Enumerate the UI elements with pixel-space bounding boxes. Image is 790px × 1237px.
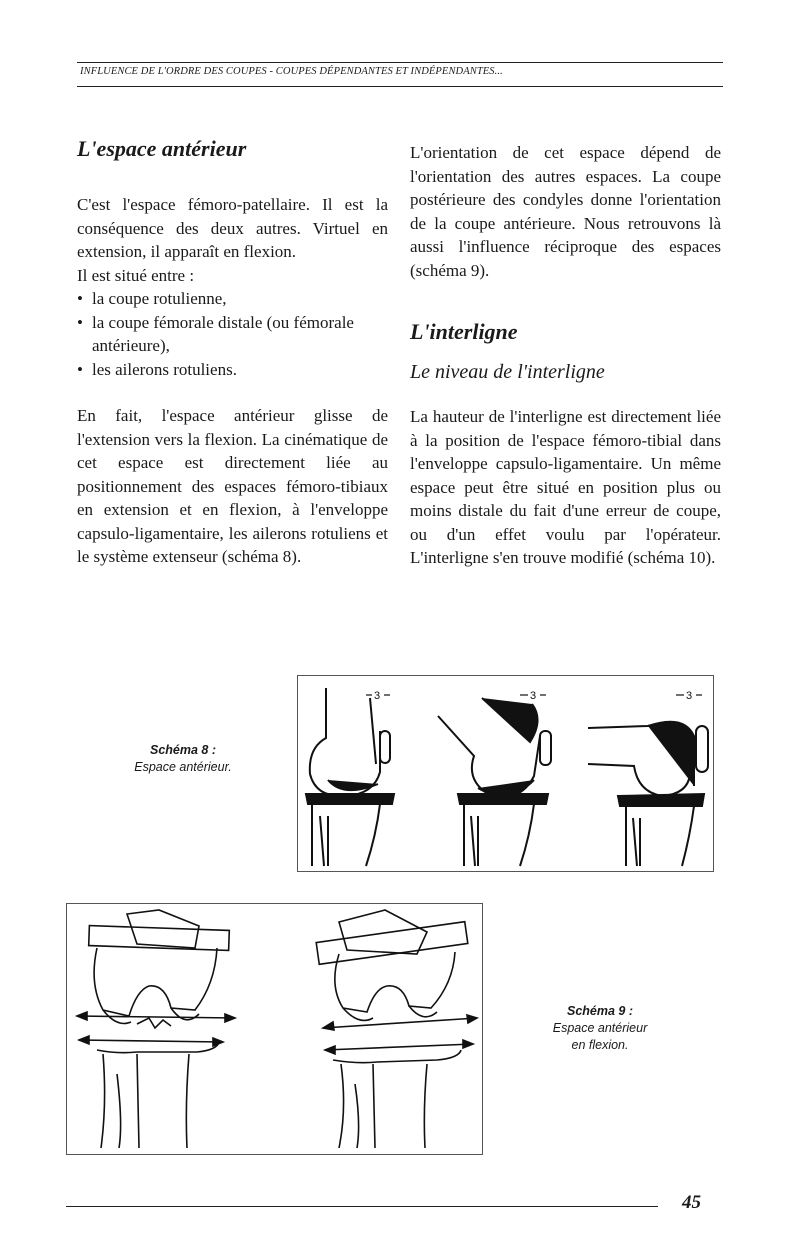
paragraph: Il est situé entre : (77, 265, 195, 285)
paragraph: La hauteur de l'interligne est directement liée à la position de l'espace fémoro-tibial dans l'enveloppe capsulo-ligamentaire. Un même espace peut être situé en position plus ou moins distale du fait d'une erreur de coupe, ou d'un effet voulu par l'opérateur. L'interligne s'en trouve modifié (schéma 10). (410, 407, 721, 567)
subsection-title: Le niveau de l'interligne (410, 361, 605, 383)
paragraph: C'est l'espace fémoro-patellaire. Il est la conséquence des deux autres. Virtuel en extension, il apparaît en flexion. (77, 195, 388, 261)
header-bottom-rule (77, 86, 723, 87)
gap-indicator (676, 690, 702, 702)
figure9-caption (525, 1003, 675, 1054)
figure8-caption-title: Schéma 8 : (149, 743, 216, 757)
figure8-caption-text: Espace antérieur. (134, 760, 232, 774)
list-item: • la coupe fémorale distale (ou fémorale antérieure), (77, 311, 388, 358)
knee-front-view-right (316, 910, 477, 1148)
figure9-caption-title: Schéma 9 : (566, 1004, 633, 1018)
knee-front-view-left (77, 910, 235, 1148)
list-item: • les ailerons rotuliens. (77, 358, 388, 382)
paragraph: En fait, l'espace antérieur glisse de l'extension vers la flexion. La cinématique de cet espace est directement liée au positionnement des espaces fémoro-tibiaux en extension et en flexion, à l'enveloppe capsulo-ligamentaire, les ailerons rotuliens et le système extenseur (schéma 8). (77, 406, 388, 566)
right-column (410, 141, 721, 570)
list-item: • la coupe rotulienne, (77, 287, 388, 311)
gap-indicators (366, 690, 702, 702)
gap-label: 3 (530, 690, 537, 702)
left-column (77, 136, 388, 569)
gap-label: 3 (686, 690, 693, 702)
figure8-caption (98, 742, 268, 776)
knee-deepflexion-drawing (588, 722, 708, 866)
figure9-caption-line: en flexion. (571, 1038, 629, 1052)
bullet-list (77, 287, 388, 381)
page-number: 45 (682, 1192, 701, 1213)
knee-midflexion-drawing (438, 698, 551, 866)
running-header: INFLUENCE DE L'ORDRE DES COUPES - COUPES DÉPENDANTES ET INDÉPENDANTES... (80, 66, 503, 77)
paragraph: L'orientation de cet espace dépend de l'orientation des autres espaces. La coupe postérieure des condyles donne l'orientation de la coupe antérieure. Nous retrouvons là aussi l'influence réciproque des espaces (schéma 9). (410, 143, 721, 280)
section-title-interline: L'interligne (410, 319, 518, 344)
gap-indicator (520, 690, 546, 702)
gap-label: 3 (374, 690, 381, 702)
figure9-caption-line: Espace antérieur (552, 1021, 648, 1035)
section-title-anterior-space: L'espace antérieur (77, 136, 247, 161)
footer-rule (66, 1206, 658, 1207)
figure9-diagram (66, 903, 483, 1155)
figure8-diagram (297, 675, 714, 872)
header-top-rule (77, 62, 723, 63)
knee-extension-drawing (306, 688, 394, 866)
